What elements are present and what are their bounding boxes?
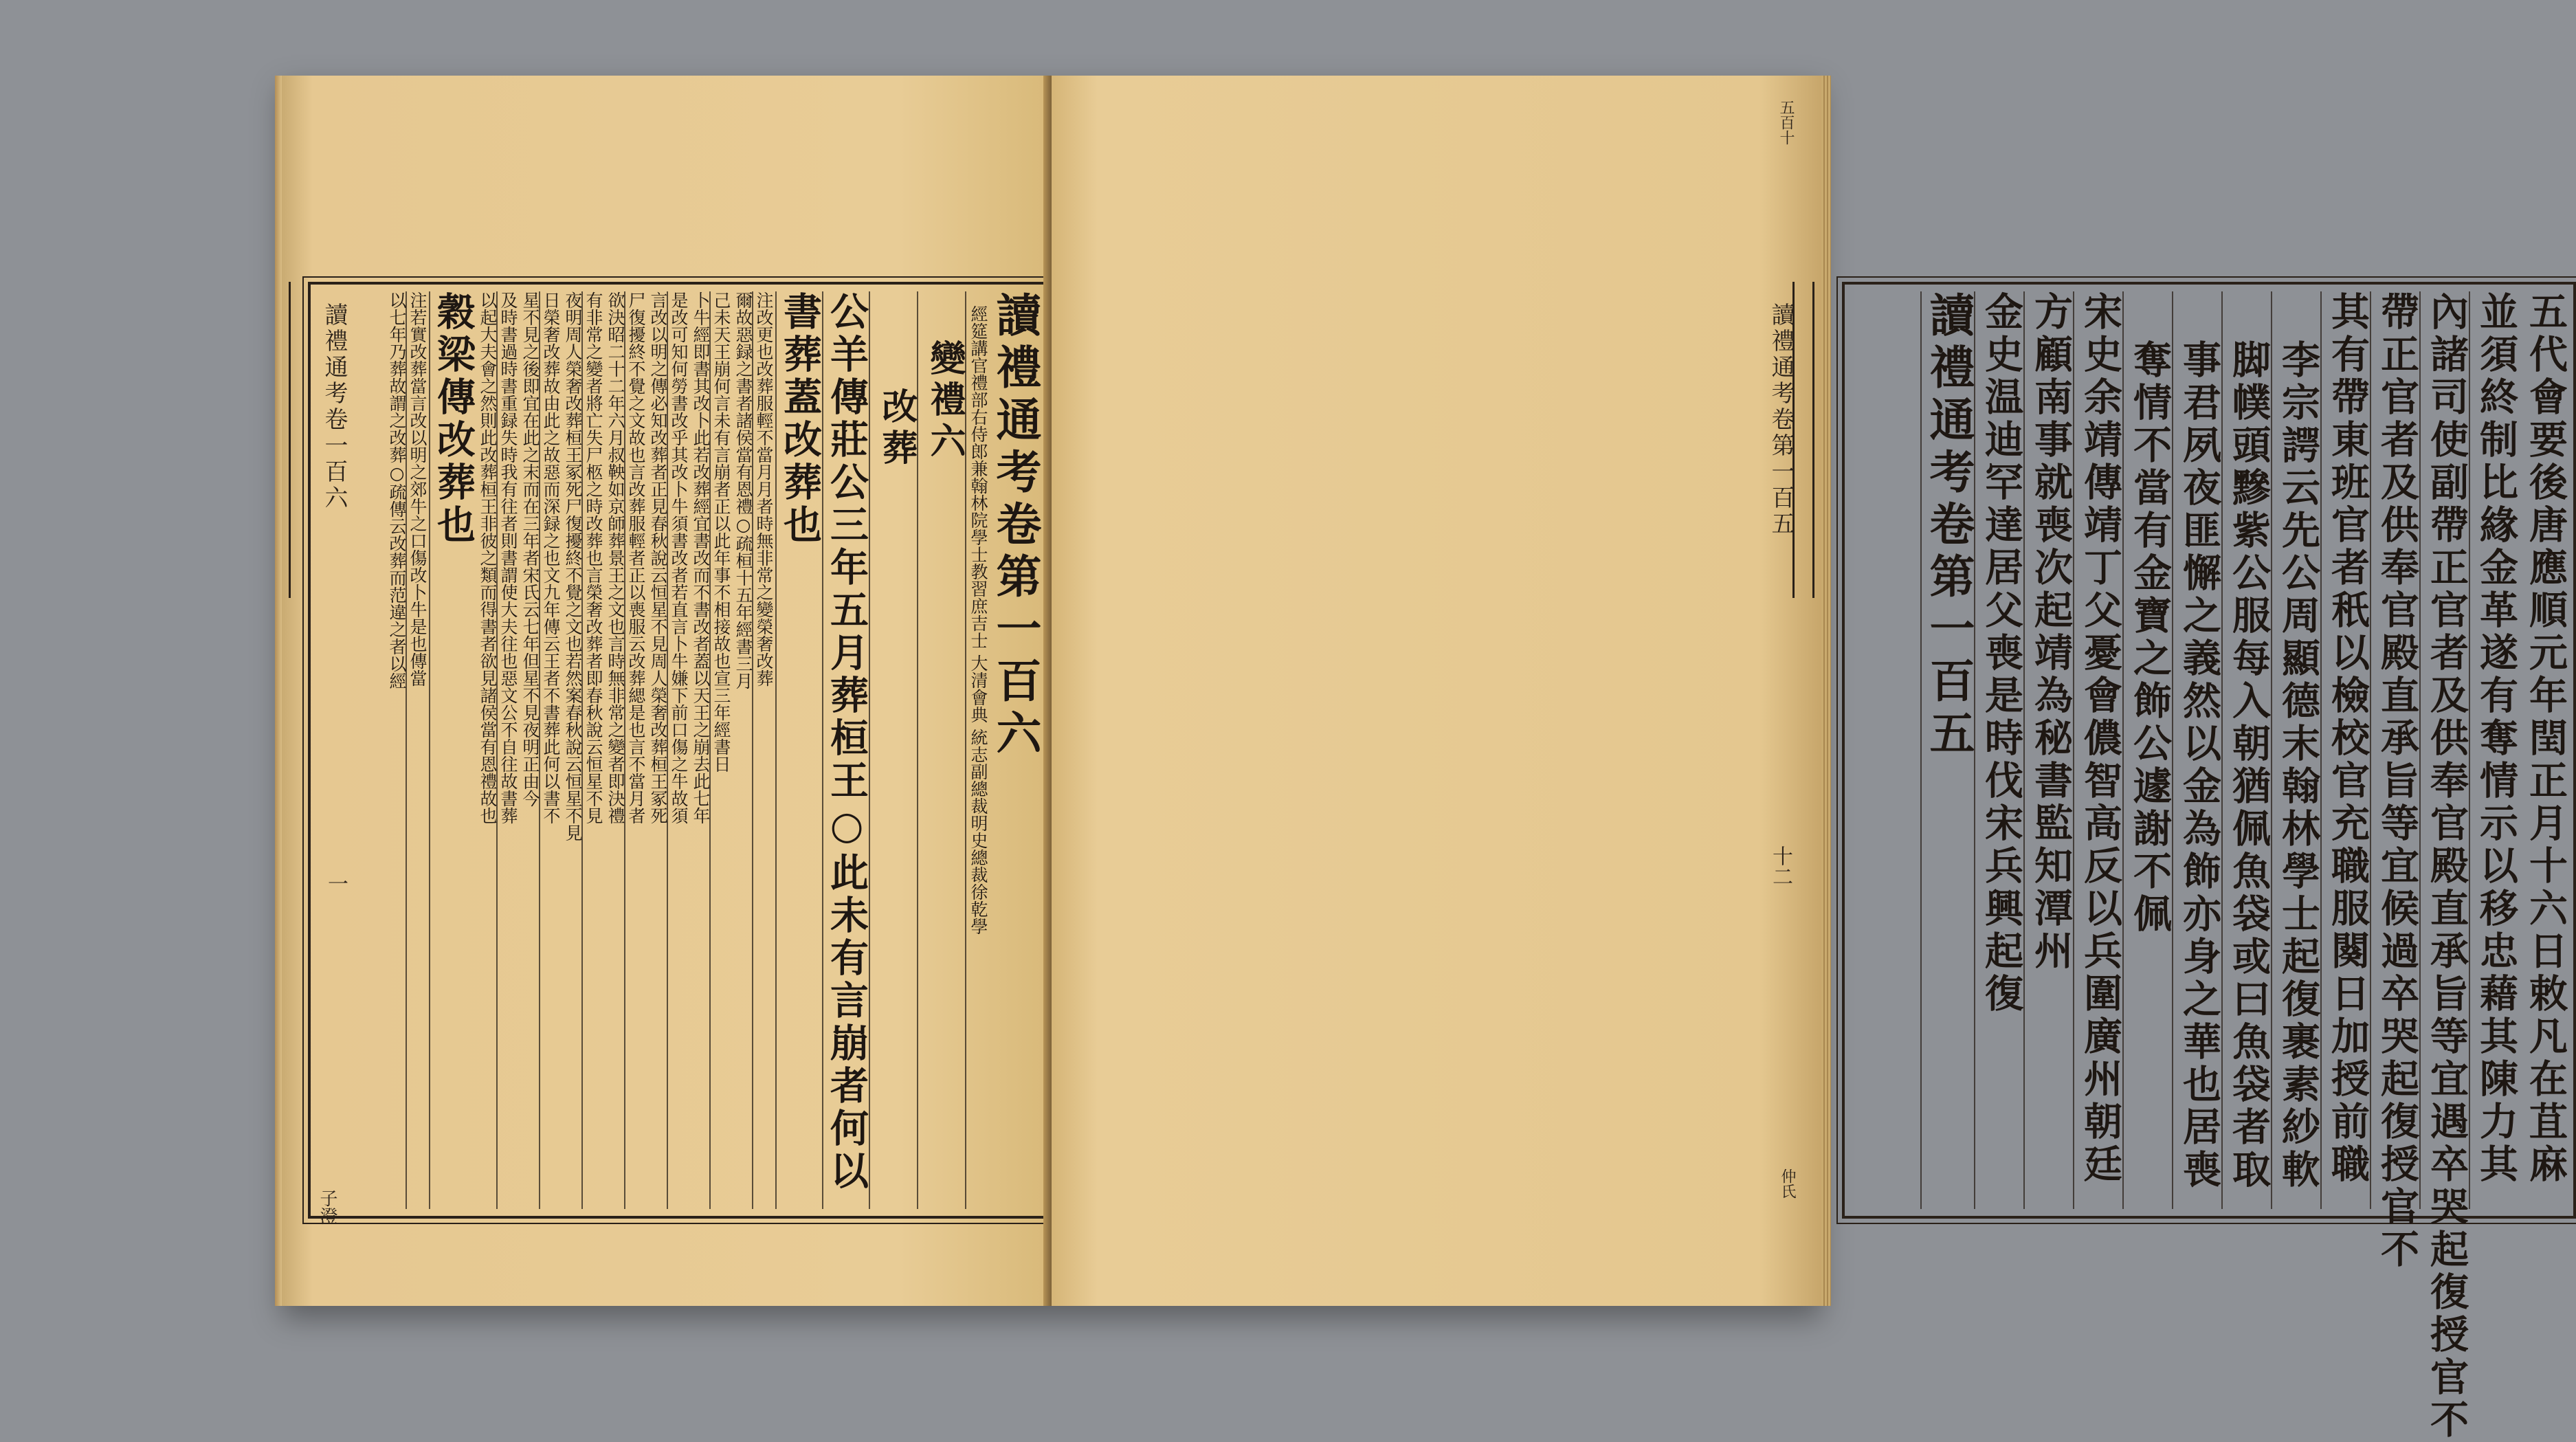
right-folio: 十二 [1768, 845, 1792, 887]
left-folio: 一 [324, 873, 348, 894]
left-margin-title: 讀禮通考卷一百六 [320, 302, 348, 511]
text-column-7: 脚幞頭黲紫公服每入朝猶佩魚袋或曰魚袋者取 [2221, 291, 2268, 1209]
left-footer-mark: 子澄 [317, 1189, 337, 1225]
commentary-column-6: 卜牛經即書其改卜此若改葬經宜書改而不書改者蓋以天王之崩去此七年 [691, 291, 711, 824]
volume-end-title: 讀禮通考卷第一百五 [1920, 291, 1971, 1209]
text-column-1: 公羊傳莊公三年五月葬桓王○此未有言崩者何以 [822, 291, 866, 1209]
commentary-column-3: 注改更也改葬服輕不當月月者時無非常之變榮奢改葬 [752, 291, 773, 1209]
open-book [282, 76, 2568, 1442]
text-column-11: 方顧南事就喪次起靖為秘書監知潭州 [2023, 291, 2070, 1209]
left-text-frame [308, 282, 1047, 1219]
text-column-17: 穀梁傳改葬也 [429, 291, 473, 1209]
right-margin-title: 讀禮通考卷第一百五 [1767, 302, 1795, 537]
subsection-heading: 改葬 [869, 291, 914, 1209]
text-column-2: 書葬蓋改葬也 [775, 291, 819, 1209]
author-line: 經筵講官禮部右侍郎兼翰林院學士教習庶吉士 大清會典 統志副總裁明史總裁徐乾學 [965, 291, 987, 1209]
left-page-edge [275, 76, 282, 1306]
commentary-column-18: 注若實改葬當言改以明之郊牛之口傷改卜牛是也傳當 [406, 291, 426, 1209]
text-column-1: 五代會要後唐應順元年閏正月十六日敕凡在苴麻 [2523, 291, 2568, 1186]
commentary-column-15: 及時書過時書重録失時我有往者則書謂使大夫往也惡文公不自往故書葬 [496, 291, 517, 1209]
text-column-3: 內諸司使副帶正官者及供奉官殿直承旨等宜遇卒哭起復授官不 [2419, 291, 2466, 1209]
commentary-column-11: 有非常之變者將亡失尸柩之時改葬也言榮奢改葬者即春秋說云恒星不見 [581, 291, 602, 1209]
text-column-12: 金史温迪罕達居父喪是時伐宋兵興起復 [1974, 291, 2021, 1209]
text-column-5: 其有帶東班官者秖以檢校官充職服闋日加授前職 [2320, 291, 2367, 1209]
commentary-column-9: 尸復擾終不覺之文故也言改葬服輕者正以喪服云改葬緦是也言不當月者 [624, 291, 645, 1209]
commentary-column-7: 是改可知何勞書改乎其改卜牛須書改者若直言卜牛嫌下前口傷之牛故須 [667, 291, 687, 1209]
text-column-10: 宋史余靖傳靖丁父憂會儂智高反以兵圍廣州朝廷 [2073, 291, 2120, 1209]
commentary-column-5: 己未天王崩何言未有言崩者正以此年事不相接故也宣三年經書日 [709, 291, 730, 1209]
text-column-6: 李宗諤云先公周顯德末翰林學士起復裹素紗軟 [2271, 291, 2318, 1209]
commentary-column-12: 夜明周人榮奢改葬桓王冢死尸復擾終不覺之文也若然案春秋說云恒星不見 [563, 291, 583, 841]
commentary-column-14: 星不見之後即宜在此之末而在三年者宋氏云七年但星不見夜明正由今 [520, 291, 540, 807]
commentary-column-4: 爾故惡録之書者諸侯當有恩禮○疏桓十五年經書三月 [733, 291, 753, 689]
commentary-column-10: 欲決昭二十二年六月叔鞅如京師葬景王之文也言時無非常之變者即決禮 [606, 291, 625, 824]
right-footer-mark: 仲氏 [1779, 1168, 1796, 1199]
right-page [1052, 76, 2568, 1442]
left-page [282, 76, 1052, 1306]
text-column-8: 事君夙夜匪懈之義然以金為飾亦身之華也居喪 [2172, 291, 2219, 1209]
volume-title: 讀禮通考卷第一百六 [988, 291, 1042, 762]
text-column-9: 奪情不當有金寶之飾公遽謝不佩 [2122, 291, 2169, 1209]
text-column-4: 帶正官者及供奉官殿直承旨等宜候過卒哭起復授官不 [2370, 291, 2417, 1209]
right-page-edge [1821, 76, 1831, 1306]
commentary-column-16: 以起大夫會之然則此改葬桓王非彼之類而得書者欲見諸侯當有恩禮故也 [478, 291, 498, 824]
text-column-2: 並須終制比緣金革遂有奪情示以移忠藉其陳力其 [2469, 291, 2516, 1209]
commentary-column-19: 以七年乃葬故謂之改葬○疏傳云改葬而范違之者以經 [387, 291, 407, 689]
right-folio-top: 五百十 [1777, 100, 1795, 145]
section-heading: 變禮六 [917, 291, 962, 1209]
commentary-column-13: 日榮奢改葬故由此之故惡而深録之也文九年傳云王者不書葬此何以書不 [539, 291, 559, 1209]
commentary-column-8: 言改以明之傳必知改葬者正見春秋說云恒星不見周人榮奢改葬桓王冢死 [648, 291, 668, 824]
right-text-frame [1842, 282, 2576, 1442]
